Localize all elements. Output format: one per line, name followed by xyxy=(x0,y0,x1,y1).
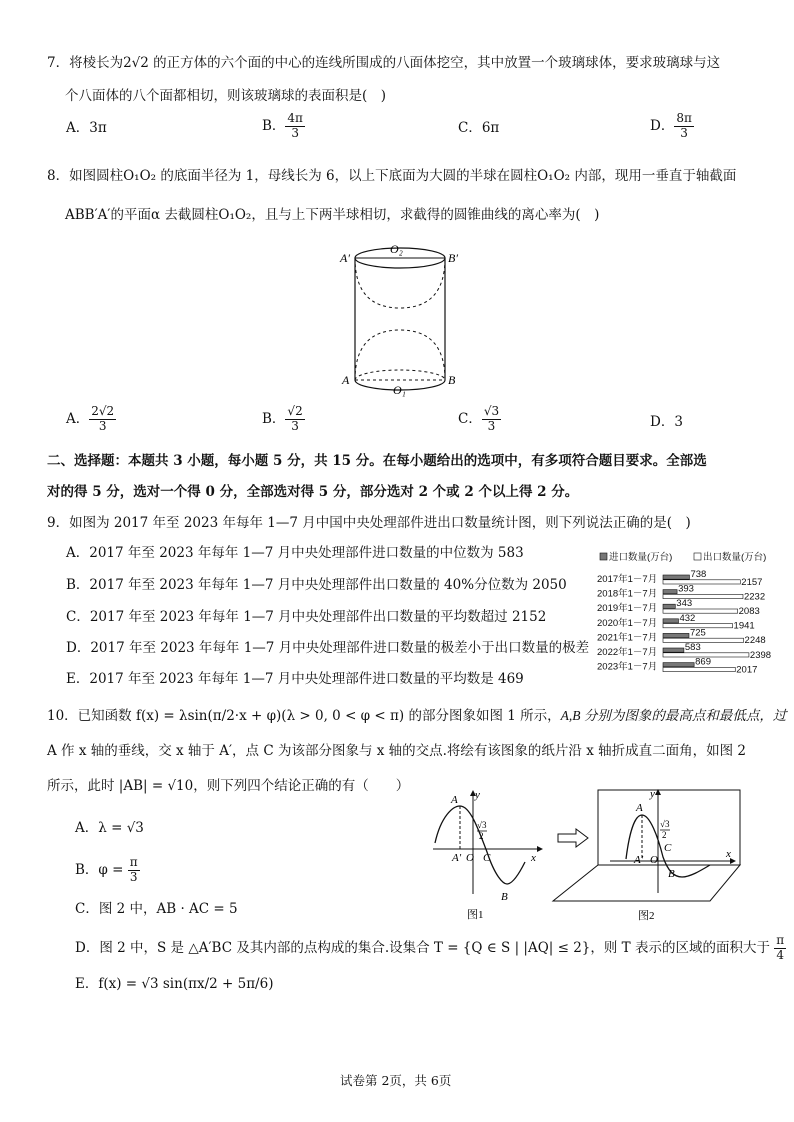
svg-text:√3: √3 xyxy=(660,819,670,829)
q8-line2: ABB′A′的平面α 去截圆柱O₁O₂，且与上下两半球相切，求截得的圆锥曲线的离心率为( ) xyxy=(65,207,600,223)
q7-option-a: A．3π xyxy=(66,120,107,136)
q8-option-d: D．3 xyxy=(650,414,683,430)
legend-label-export: 出口数量(万台) xyxy=(703,552,767,563)
q10-option-e: E．f(x) = √3 sin(πx/2 + 5π/6) xyxy=(75,976,274,992)
svg-text:O: O xyxy=(466,852,474,864)
svg-text:y: y xyxy=(475,789,480,801)
section2-line1: 二、选择题：本题共 3 小题，每小题 5 分，共 15 分。在每小题给出的选项中，有多项符合题目要求。全部选 xyxy=(47,453,707,469)
fig2-caption: 图2 xyxy=(638,910,655,922)
figure-1 xyxy=(425,788,550,923)
import-value-label: 393 xyxy=(678,583,694,595)
chart-legend xyxy=(600,551,766,563)
legend-swatch-export xyxy=(694,553,701,560)
export-value-label: 1941 xyxy=(733,620,755,632)
svg-text:A′: A′ xyxy=(452,852,462,864)
horizontal-plane xyxy=(553,865,740,901)
import-bar xyxy=(663,590,677,594)
import-value-label: 583 xyxy=(684,642,701,653)
cylinder-figure xyxy=(330,238,470,403)
q8-line1: 8．如图圆柱O₁O₂ 的底面半径为 1，母线长为 6，以上下底面为大圆的半球在圆柱O₁O₂ 内部，现用一垂直于轴截面 xyxy=(47,168,737,184)
export-bar xyxy=(663,667,735,671)
import-bar xyxy=(663,604,675,608)
export-value-label: 2232 xyxy=(743,591,766,603)
sine-curve xyxy=(435,806,525,884)
export-value-label: 2398 xyxy=(749,649,772,661)
q9-stem: 9．如图为 2017 年至 2023 年每年 1—7 月中国中央处理部件进出口数量统计图，则下列说法正确的是( ) xyxy=(47,515,691,531)
svg-text:√3: √3 xyxy=(477,820,487,830)
svg-text:C: C xyxy=(664,842,672,854)
q10-line3: 所示，此时 |AB| = √10，则下列四个结论正确的有（ ） xyxy=(47,778,410,794)
section2-line2: 对的得 5 分，选对一个得 0 分，全部选对得 5 分，部分选对 2 个或 2 个以上得 2 分。 xyxy=(47,484,579,500)
q10-line2: A 作 x 轴的垂线，交 x 轴于 A′，点 C 为该部分图象与 x 轴的交点.将绘有该图象的纸片沿 x 轴折成直二面角，如图 2 xyxy=(47,743,747,759)
q8-option-b: B． $\frac{√2}{3}$ xyxy=(262,404,303,433)
import-value-label: 432 xyxy=(679,612,696,624)
import-bar xyxy=(663,575,689,579)
category-label: 2023年1－7月 xyxy=(597,661,658,673)
import-export-bar-chart xyxy=(595,546,791,684)
svg-text:B: B xyxy=(501,891,508,903)
q8-option-a: A． $\frac{2√2}{3}$ xyxy=(66,404,115,433)
export-bar xyxy=(663,609,738,613)
svg-text:B′: B′ xyxy=(448,251,458,265)
svg-text:O₂: O₂ xyxy=(390,242,403,256)
svg-text:B: B xyxy=(448,373,456,387)
category-label: 2017年1－7月 xyxy=(597,574,658,585)
svg-text:A′: A′ xyxy=(634,854,644,866)
export-bar xyxy=(663,638,744,642)
category-label: 2019年1－7月 xyxy=(597,603,658,615)
import-value-label: 738 xyxy=(690,569,707,580)
svg-text:x: x xyxy=(531,852,536,864)
q9-option-b: B．2017 年至 2023 年每年 1—7 月中央处理部件出口数量的 40%分位数为 2050 xyxy=(66,577,567,593)
svg-text:A: A xyxy=(342,373,350,387)
legend-label-import: 进口数量(万台) xyxy=(609,552,673,563)
svg-text:2: 2 xyxy=(662,830,667,840)
q10-line1: 10．已知函数 f(x) = λsin(π/2·x + φ)(λ > 0, 0 < φ < π) 的部分图象如图 1 所示，A,B 分别为图象的最高点和最低点，过 xyxy=(47,708,787,724)
q7-option-b: B． $\frac{4\pi}{3}$ xyxy=(262,111,303,140)
svg-text:A′: A′ xyxy=(340,251,350,265)
import-bar xyxy=(663,648,684,652)
figure-2 xyxy=(550,785,770,925)
q7-option-d: D． $\frac{8\pi}{3}$ xyxy=(650,111,692,140)
q7-line2: 个八面体的八个面都相切，则该玻璃球的表面积是( ) xyxy=(65,88,387,104)
export-value-label: 2248 xyxy=(744,635,766,647)
legend-swatch-import xyxy=(600,553,607,560)
import-value-label: 343 xyxy=(676,598,693,610)
q7-option-c: C．6π xyxy=(458,120,500,136)
export-bar xyxy=(663,594,743,598)
q9-option-c: C．2017 年至 2023 年每年 1—7 月中央处理部件出口数量的平均数超过 2152 xyxy=(66,609,547,625)
export-value-label: 2083 xyxy=(738,606,760,617)
page-footer: 试卷第 2页，共 6页 xyxy=(340,1073,452,1088)
category-label: 2021年1－7月 xyxy=(597,632,658,644)
import-bar xyxy=(663,619,678,623)
svg-text:2: 2 xyxy=(479,831,484,841)
svg-text:A: A xyxy=(451,794,458,806)
import-bar xyxy=(663,633,689,637)
svg-text:O₁: O₁ xyxy=(393,383,406,397)
svg-text:y: y xyxy=(650,788,655,800)
q10-option-a: A．λ = √3 xyxy=(75,820,144,836)
category-label: 2018年1－7月 xyxy=(597,588,658,600)
export-value-label: 2017 xyxy=(736,664,758,676)
svg-text:x: x xyxy=(726,848,731,860)
svg-text:A: A xyxy=(636,802,643,814)
import-value-label: 869 xyxy=(695,656,711,668)
category-label: 2020年1－7月 xyxy=(597,617,658,629)
q9-option-a: A．2017 年至 2023 年每年 1—7 月中央处理部件进口数量的中位数为 583 xyxy=(66,545,524,561)
q10-option-b: B．φ = $\frac{\pi}{3}$ xyxy=(75,855,138,884)
svg-text:O: O xyxy=(650,854,658,866)
q9-option-d: D．2017 年至 2023 年每年 1—7 月中央处理部件进口数量的极差小于出口数量的极差 xyxy=(66,640,590,656)
q8-option-c: C． $\frac{√3}{3}$ xyxy=(458,404,500,433)
import-value-label: 725 xyxy=(689,627,706,639)
category-label: 2022年1－7月 xyxy=(597,647,658,658)
q9-option-e: E．2017 年至 2023 年每年 1—7 月中央处理部件进口数量的平均数是 469 xyxy=(66,671,524,687)
export-bar xyxy=(663,580,740,584)
svg-text:C: C xyxy=(483,852,491,864)
q10-option-c: C．图 2 中，AB · AC = 5 xyxy=(75,901,238,917)
q7-line1: 7．将棱长为2√2 的正方体的六个面的中心的连线所围成的八面体挖空，其中放置一个玻璃球体，要求玻璃球与这 xyxy=(47,55,721,71)
svg-text:B: B xyxy=(668,868,675,880)
q10-option-d: D．图 2 中，S 是 △A′BC 及其内部的点构成的集合.设集合 T = {Q ∈ S | |AQ| ≤ 2}，则 T 表示的区域的面积大于 $\frac{\pi}{4}$ xyxy=(75,933,785,962)
export-value-label: 2157 xyxy=(741,576,763,588)
import-bar xyxy=(663,663,694,667)
fig1-caption: 图1 xyxy=(467,909,484,921)
